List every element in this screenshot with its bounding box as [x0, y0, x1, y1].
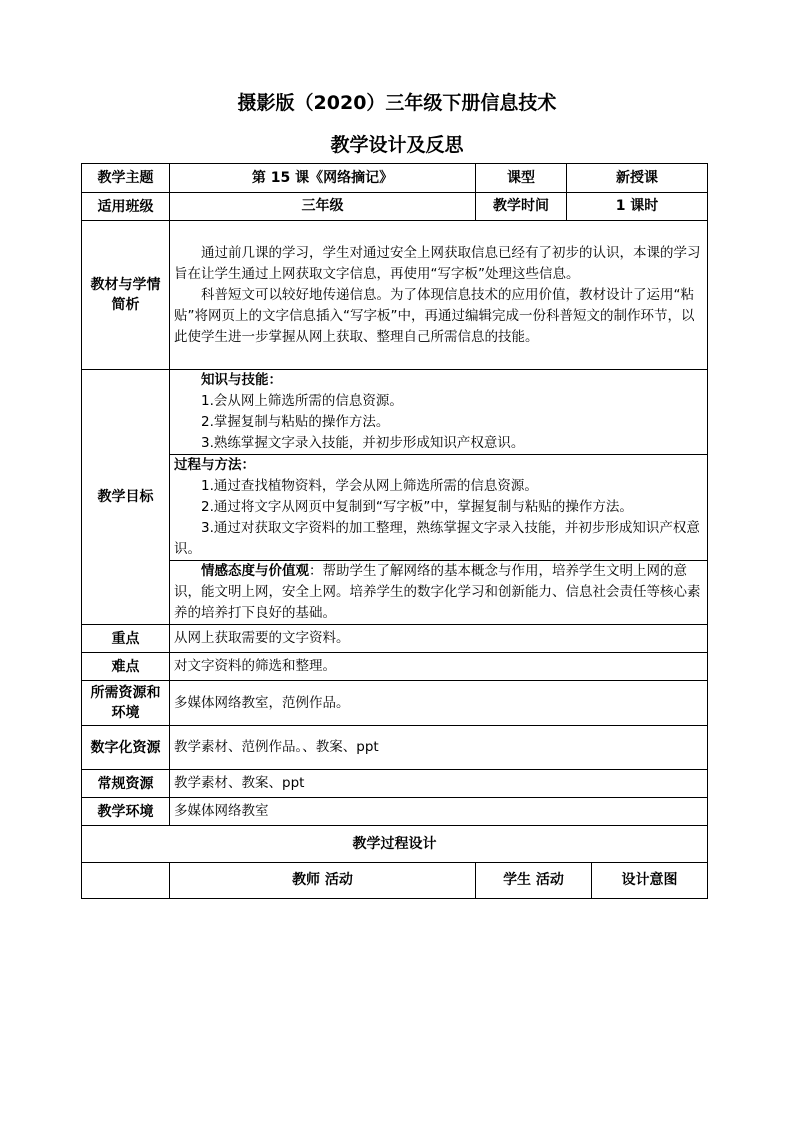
topic-value: 第 15 课《网络摘记》 — [170, 164, 476, 193]
list-item: 1.会从网上筛选所需的信息资源。 — [201, 393, 403, 409]
list-item: 2.通过将文字从网页中复制到“写字板”中，掌握复制与粘贴的操作方法。 — [201, 499, 633, 515]
student-activity-header: 学生 活动 — [476, 863, 592, 899]
list-item: 2.掌握复制与粘贴的操作方法。 — [201, 414, 390, 430]
lesson-plan-table — [81, 163, 708, 899]
process-design-heading: 教学过程设计 — [82, 826, 708, 863]
design-intent-header: 设计意图 — [592, 863, 708, 899]
table-row — [82, 370, 708, 455]
class-label: 适用班级 — [82, 193, 170, 221]
process-cell — [170, 455, 708, 561]
digital-value: 教学素材、范例作品。、教案、ppt — [170, 726, 708, 770]
document-title: 摄影版（2020）三年级下册信息技术 — [237, 92, 557, 114]
time-label: 教学时间 — [476, 193, 567, 221]
type-value: 新授课 — [567, 164, 708, 193]
analysis-cell — [170, 221, 708, 370]
table-row — [82, 193, 708, 221]
list-item: 3.熟练掌握文字录入技能，并初步形成知识产权意识。 — [201, 435, 525, 451]
emotion-text: ：帮助学生了解网络的基本概念与作用，培养学生文明上网的意识，能文明上网，安全上网。培养学生的数字化学习和创新能力、信息社会责任等核心素养的培养打下良好的基础。 — [174, 563, 701, 621]
table-row — [82, 164, 708, 193]
key-label: 重点 — [82, 625, 170, 653]
analysis-label: 教材与学情简析 — [82, 221, 170, 370]
document-subtitle: 教学设计及反思 — [330, 134, 464, 156]
analysis-paragraph: 通过前几课的学习，学生对通过安全上网获取信息已经有了初步的认识，本课的学习旨在让学生通过上网获取文字信息，再使用“写字板”处理这些信息。 — [174, 244, 701, 282]
table-row — [82, 455, 708, 561]
table-row — [82, 798, 708, 826]
emotion-cell — [170, 561, 708, 625]
knowledge-heading: 知识与技能： — [201, 372, 282, 388]
table-row — [82, 681, 708, 726]
env-label: 教学环境 — [82, 798, 170, 826]
knowledge-cell — [170, 370, 708, 455]
time-value: 1 课时 — [567, 193, 708, 221]
type-label: 课型 — [476, 164, 567, 193]
analysis-paragraph: 科普短文可以较好地传递信息。为了体现信息技术的应用价值，教材设计了运用“粘贴”将网页上的文字信息插入“写字板”中，再通过编辑完成一份科普短文的制作环节，以此使学生进一步掌握从网上获取、整理自己所需信息的技能。 — [174, 286, 695, 345]
difficulty-value: 对文字资料的筛选和整理。 — [170, 653, 708, 681]
digital-label: 数字化资源 — [82, 726, 170, 770]
topic-label: 教学主题 — [82, 164, 170, 193]
table-row — [82, 770, 708, 798]
resources-value: 多媒体网络教室，范例作品。 — [170, 681, 708, 726]
teacher-activity-header: 教师 活动 — [170, 863, 476, 899]
table-row — [82, 625, 708, 653]
table-row — [82, 726, 708, 770]
difficulty-label: 难点 — [82, 653, 170, 681]
list-item: 1.通过查找植物资料，学会从网上筛选所需的信息资源。 — [201, 478, 538, 494]
class-value: 三年级 — [170, 193, 476, 221]
table-row — [82, 561, 708, 625]
regular-value: 教学素材、教案、ppt — [170, 770, 708, 798]
table-row — [82, 863, 708, 899]
list-item: 3.通过对获取文字资料的加工整理，熟练掌握文字录入技能，并初步形成知识产权意识。 — [174, 520, 700, 557]
table-row — [82, 221, 708, 370]
key-value: 从网上获取需要的文字资料。 — [170, 625, 708, 653]
goals-label: 教学目标 — [82, 370, 170, 625]
emotion-heading: 情感态度与价值观 — [201, 563, 309, 579]
regular-label: 常规资源 — [82, 770, 170, 798]
empty-cell — [82, 863, 170, 899]
table-row — [82, 653, 708, 681]
table-row — [82, 826, 708, 863]
process-heading: 过程与方法： — [174, 457, 255, 473]
resources-label: 所需资源和环境 — [82, 681, 170, 726]
env-value: 多媒体网络教室 — [170, 798, 708, 826]
